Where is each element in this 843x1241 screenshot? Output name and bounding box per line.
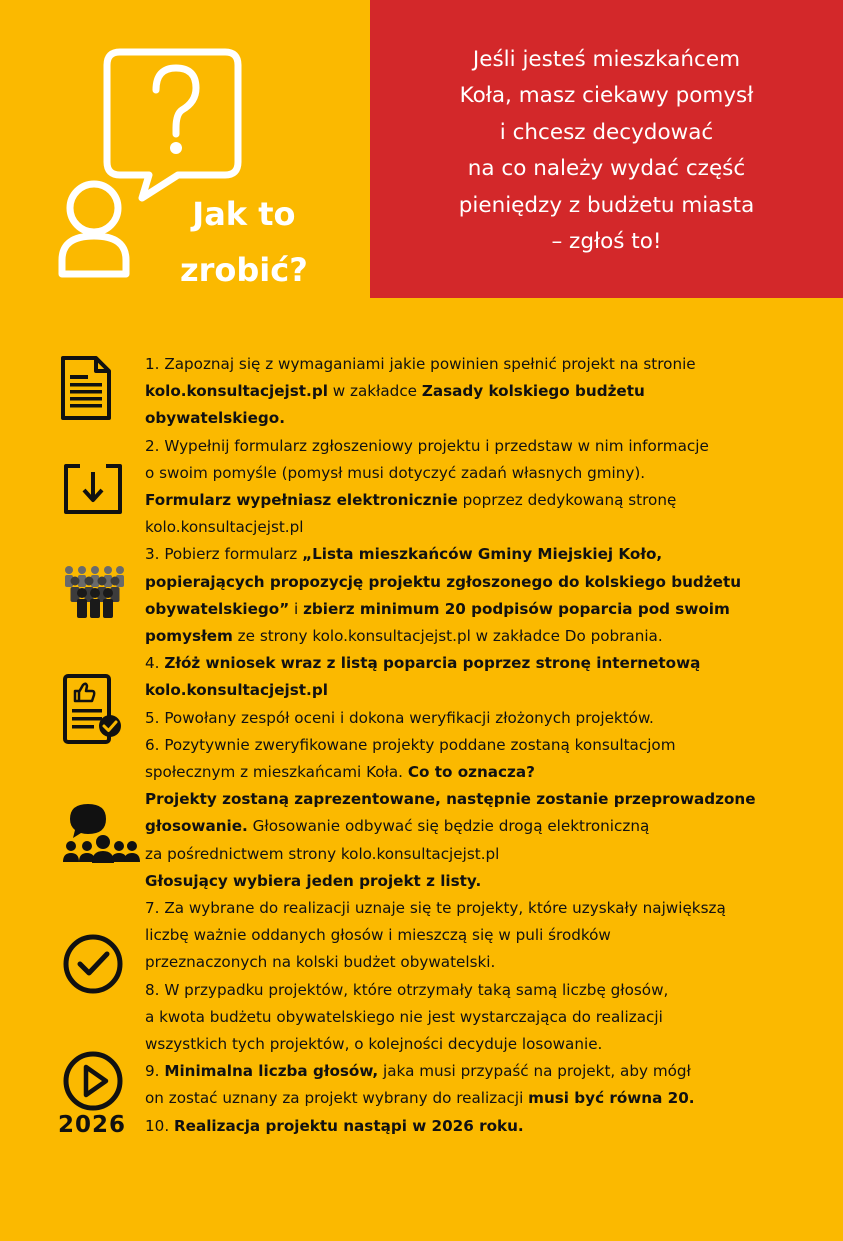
step-text-bold: popierających propozycję projektu zgłoszonego do kolskiego budżetu bbox=[145, 572, 742, 591]
step-text: 6. Pozytywnie zweryfikowane projekty poddane zostaną konsultacjom bbox=[145, 735, 676, 754]
play-circle-icon bbox=[62, 1050, 124, 1116]
step-text: ze strony kolo.konsultacjejst.pl w zakładce Do pobrania. bbox=[232, 627, 663, 646]
step-text: o swoim pomyśle (pomysł musi dotyczyć zadań własnych gminy). bbox=[145, 463, 646, 482]
step-text: 5. Powołany zespół oceni i dokona weryfikacji złożonych projektów. bbox=[145, 708, 654, 727]
step-line bbox=[145, 868, 835, 895]
group-speech-icon bbox=[62, 802, 140, 868]
intro-line: na co należy wydać część bbox=[467, 156, 746, 181]
step-text-bold: kolo.konsultacjejst.pl bbox=[145, 382, 328, 401]
step-line bbox=[145, 596, 835, 623]
step-line bbox=[145, 650, 835, 677]
step-line bbox=[145, 922, 835, 949]
step-text: 9. bbox=[145, 1062, 165, 1081]
title-line: zrobić? bbox=[180, 251, 308, 289]
step-text-bold: głosowanie. bbox=[145, 817, 248, 836]
step-text-bold: Realizacja projektu nastąpi w 2026 roku. bbox=[173, 1116, 524, 1135]
step-line bbox=[145, 378, 835, 405]
step-line bbox=[145, 623, 835, 650]
year-label: 2026 bbox=[58, 1112, 127, 1138]
step-text: a kwota budżetu obywatelskiego nie jest wystarczająca do realizacji bbox=[145, 1007, 663, 1026]
steps-list bbox=[145, 351, 835, 1140]
step-line bbox=[145, 460, 835, 487]
step-line bbox=[145, 705, 835, 732]
step-text: 10. bbox=[145, 1116, 174, 1135]
step-line bbox=[145, 759, 835, 786]
step-text: społecznym z mieszkańcami Koła. bbox=[145, 763, 408, 782]
step-line bbox=[145, 895, 835, 922]
step-text-bold: Projekty zostaną zaprezentowane, następnie zostanie przeprowadzone bbox=[145, 790, 756, 809]
step-text-bold: Co to oznacza? bbox=[407, 763, 535, 782]
intro-line: – zgłoś to! bbox=[551, 229, 662, 254]
step-line bbox=[145, 351, 835, 378]
step-text: Głosowanie odbywać się będzie drogą elektroniczną bbox=[247, 817, 650, 836]
step-text-bold: kolo.konsultacjejst.pl bbox=[145, 681, 328, 700]
approved-document-icon bbox=[62, 673, 124, 751]
page-title bbox=[180, 186, 308, 298]
step-line bbox=[145, 1058, 835, 1085]
step-line bbox=[145, 786, 835, 813]
step-line bbox=[145, 1031, 835, 1058]
step-text-bold: obywatelskiego. bbox=[145, 409, 285, 428]
step-text: za pośrednictwem strony kolo.konsultacjejst.pl bbox=[145, 844, 500, 863]
step-text-bold: Formularz wypełniasz elektronicznie bbox=[145, 491, 458, 510]
step-text-bold: obywatelskiego” bbox=[145, 599, 290, 618]
step-text: liczbę ważnie oddanych głosów i mieszczą się w puli środków bbox=[145, 926, 611, 945]
crowd-people-icon bbox=[62, 565, 126, 623]
step-line bbox=[145, 732, 835, 759]
step-text: 7. Za wybrane do realizacji uznaje się te projekty, które uzyskały największą bbox=[145, 899, 726, 918]
step-text: i bbox=[289, 599, 304, 618]
title-line: Jak to bbox=[192, 195, 296, 233]
step-text: kolo.konsultacjejst.pl bbox=[145, 518, 304, 537]
step-line bbox=[145, 569, 835, 596]
intro-line: Koła, masz ciekawy pomysł bbox=[459, 83, 754, 108]
step-text-bold: „Lista mieszkańców Gminy Miejskiej Koło, bbox=[302, 545, 663, 564]
step-line bbox=[145, 1004, 835, 1031]
step-text: przeznaczonych na kolski budżet obywatelski. bbox=[145, 953, 496, 972]
document-icon bbox=[60, 355, 112, 425]
step-text-bold: Zasady kolskiego budżetu bbox=[421, 382, 645, 401]
step-text-bold: musi być równa 20. bbox=[528, 1089, 695, 1108]
step-line bbox=[145, 433, 835, 460]
intro-line: i chcesz decydować bbox=[499, 119, 714, 145]
step-text-bold: Głosujący wybiera jeden projekt z listy. bbox=[145, 871, 482, 890]
step-line bbox=[145, 541, 835, 568]
intro-line: pieniędzy z budżetu miasta bbox=[458, 192, 755, 218]
step-line bbox=[145, 813, 835, 840]
intro-line: Jeśli jesteś mieszkańcem bbox=[472, 46, 741, 72]
step-text: poprzez dedykowaną stronę bbox=[457, 491, 677, 510]
step-line bbox=[145, 1113, 835, 1140]
step-line bbox=[145, 405, 835, 432]
step-text: 1. Zapoznaj się z wymaganiami jakie powinien spełnić projekt na stronie bbox=[145, 355, 696, 373]
intro-panel bbox=[370, 0, 843, 298]
step-text: jaka musi przypaść na projekt, aby mógł bbox=[378, 1062, 691, 1081]
step-line bbox=[145, 514, 835, 541]
step-text: 2. Wypełnij formularz zgłoszeniowy projektu i przedstaw w nim informacje bbox=[145, 436, 709, 455]
step-line bbox=[145, 677, 835, 704]
step-line bbox=[145, 977, 835, 1004]
download-box-icon bbox=[62, 462, 124, 520]
step-text: 3. Pobierz formularz bbox=[145, 545, 303, 564]
step-text: on zostać uznany za projekt wybrany do realizacji bbox=[145, 1089, 529, 1108]
step-text: wszystkich tych projektów, o kolejności decyduje losowanie. bbox=[145, 1035, 603, 1054]
step-line bbox=[145, 1085, 835, 1112]
step-text-bold: Minimalna liczba głosów, bbox=[164, 1062, 379, 1081]
checkmark-circle-icon bbox=[62, 933, 124, 999]
step-text-bold: Złóż wniosek wraz z listą poparcia poprzez stronę internetową bbox=[164, 654, 701, 673]
step-text-bold: zbierz minimum 20 podpisów poparcia pod swoim bbox=[303, 599, 730, 618]
step-text-bold: pomysłem bbox=[145, 627, 233, 646]
step-text: 4. bbox=[145, 654, 165, 673]
step-line bbox=[145, 841, 835, 868]
step-line bbox=[145, 487, 835, 514]
step-text: 8. W przypadku projektów, które otrzymały taką samą liczbę głosów, bbox=[145, 980, 669, 999]
step-text: w zakładce bbox=[327, 382, 422, 401]
step-line bbox=[145, 949, 835, 976]
